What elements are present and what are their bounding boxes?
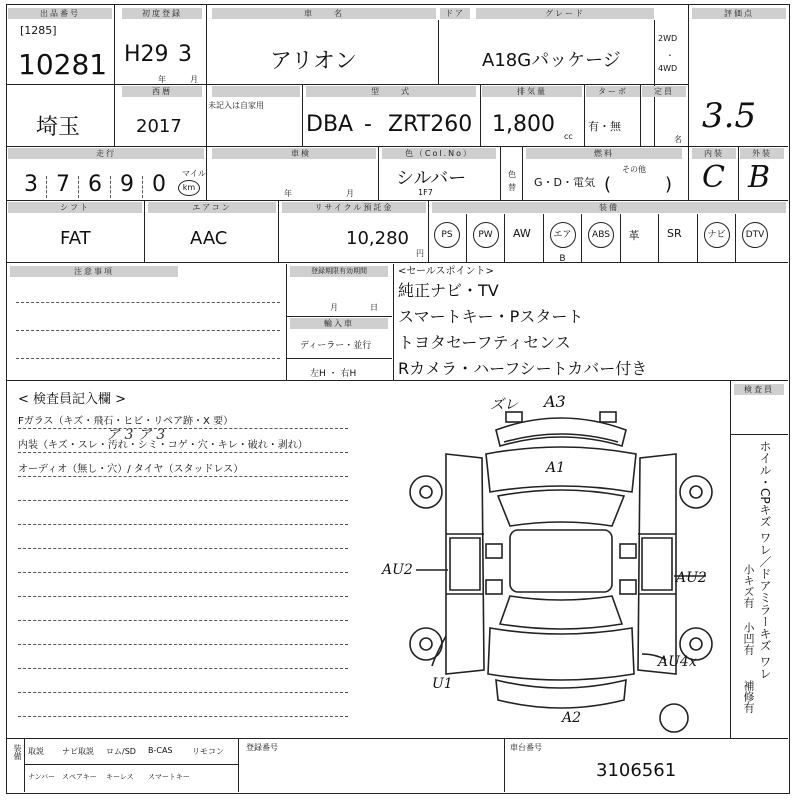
equipment-divider <box>543 214 544 262</box>
footer-item-top: B-CAS <box>148 746 173 755</box>
legend-sub1: 小キズ有 <box>742 564 755 608</box>
score-header: 評価点 <box>692 8 786 19</box>
chassis-label: 車台番号 <box>510 743 542 752</box>
mileage-mile-unit: マイル <box>182 169 206 178</box>
equipment-header: 装備 <box>432 202 786 213</box>
equipment-divider <box>658 214 659 262</box>
footer-item-top: ナビ取説 <box>62 747 94 756</box>
remarks-header: 注意事項 <box>10 266 178 277</box>
color-name: シルバー <box>396 168 467 189</box>
private-note: 未記入は自家用 <box>208 101 264 110</box>
selling-point-3: トヨタセーフティセンス <box>398 333 571 352</box>
equipment-item: AW <box>513 227 531 240</box>
mark-au2-right: AU2 <box>676 570 707 586</box>
lot-number: 10281 <box>18 48 108 81</box>
drive-separator: ・ <box>666 51 674 60</box>
recycle-header: リサイクル預託金 <box>282 202 426 213</box>
selling-point-2: スマートキー・Pスタート <box>398 307 584 326</box>
equipment-divider <box>697 214 698 262</box>
equipment-divider <box>466 214 467 262</box>
model-header: 型 式 <box>306 86 476 97</box>
venue-header: 出品番号 <box>8 8 112 19</box>
equipment-divider <box>620 214 621 262</box>
inspector-title: < 検査員記入欄 > <box>18 392 127 407</box>
deadline-month-unit: 月 <box>330 303 338 312</box>
footer-item-bottom: ナンバー <box>28 773 56 781</box>
mileage-km-unit: km <box>178 180 200 196</box>
fuel-bracket: ( ) <box>604 174 673 195</box>
capacity-header: 定員 <box>642 86 686 97</box>
chassis-number: 3106561 <box>596 760 677 781</box>
displacement: 1,800 <box>492 112 555 137</box>
displacement-header: 排気量 <box>482 86 582 97</box>
car-name: アリオン <box>270 49 357 74</box>
mileage-digit-1: 3 <box>24 172 38 197</box>
yen-unit: 円 <box>416 249 424 258</box>
model-separator: - <box>364 112 372 137</box>
footer-item-top: リモコン <box>192 747 224 756</box>
handle-option: 左H ・ 右H <box>310 369 357 379</box>
inspection-month-unit: 月 <box>346 189 354 198</box>
legend-sub3: 補修有 <box>742 680 755 713</box>
mark-au4x: AU4x <box>658 654 697 670</box>
reg-month: 3 <box>178 42 192 67</box>
deadline-header: 登録期限有効期間 <box>290 266 388 277</box>
shift: FAT <box>60 228 91 249</box>
model-prefix: DBA <box>306 112 354 137</box>
reg-era-year: H29 <box>124 42 169 67</box>
footer-item-top: 取説 <box>28 747 44 756</box>
fuel-options: G・D・電気 <box>534 176 595 189</box>
car-name-header: 車 名 <box>212 8 436 19</box>
first-reg-header: 初度登録 <box>122 8 202 19</box>
equipment-item: エアB <box>550 222 576 248</box>
mark-a1: A1 <box>546 460 566 476</box>
capacity-unit: 名 <box>674 135 682 144</box>
region: 埼玉 <box>36 115 81 140</box>
model-code: ZRT260 <box>388 112 473 137</box>
selling-point-1: 純正ナビ・TV <box>398 281 499 300</box>
selling-point-4: Rカメラ・ハーフシートカバー付き <box>398 359 648 378</box>
fuel-other: その他 <box>622 165 646 174</box>
interior-score: C <box>702 160 725 195</box>
legend-header: 検査員 <box>734 384 784 395</box>
inspector-audio-tire: オーディオ（無し・穴）/ タイヤ（スタッドレス） <box>18 464 244 475</box>
auction-sheet <box>6 4 792 796</box>
cc-unit: cc <box>564 132 573 141</box>
color-change-label: 色替 <box>508 170 516 192</box>
western-year: 2017 <box>136 116 182 137</box>
exterior-score-header: 外装 <box>740 148 784 159</box>
inspector-hand-marks: ア 3 ア 3 <box>106 427 166 443</box>
footer-item-bottom: スペアキー <box>62 773 97 781</box>
equipment-item: ナビ <box>704 222 730 248</box>
legend-sub2: 小凹有 <box>742 622 755 655</box>
mileage-digit-5: 0 <box>152 172 166 197</box>
legend-main: ホイル・CPキズ ワレ／ドアミラーキズ ワレ <box>758 440 772 680</box>
turbo-header: ターボ <box>586 86 640 97</box>
drive-2wd: 2WD <box>658 34 678 43</box>
footer-equipment-label: 装備 <box>13 744 22 760</box>
footer-item-bottom: スマートキー <box>148 773 190 781</box>
equipment-item: PW <box>473 222 499 248</box>
mark-au2-left: AU2 <box>382 562 413 578</box>
mileage-digit-4: 9 <box>120 172 134 197</box>
mileage-digit-2: 7 <box>56 172 70 197</box>
selling-points-label: <セールスポイント> <box>398 266 494 277</box>
inspector-interior: 内装（キズ・スレ・汚れ・シミ・コゲ・穴・キレ・破れ・剥れ） <box>18 440 308 451</box>
mileage-header: 走行 <box>8 148 204 159</box>
footer-item-top: ロム/SD <box>106 747 136 756</box>
car-grade: A18Gパッケージ <box>482 50 621 71</box>
equipment-item: SR <box>667 227 682 240</box>
exterior-score: B <box>748 160 771 195</box>
deadline-day-unit: 日 <box>370 303 378 312</box>
mileage-digit-3: 6 <box>88 172 102 197</box>
color-header: 色（Col.No） <box>382 148 496 159</box>
note-header <box>212 86 300 97</box>
reg-number-label: 登録番号 <box>246 743 278 752</box>
equipment-item: 革 <box>628 229 640 242</box>
interior-score-header: 内装 <box>692 148 736 159</box>
equipment-divider <box>735 214 736 262</box>
inspection-year-unit: 年 <box>284 189 292 198</box>
reg-month-unit: 月 <box>190 75 198 84</box>
shift-header: シフト <box>8 202 142 213</box>
mark-zure: ズレ <box>490 397 518 413</box>
equipment-item: ABS <box>588 222 614 248</box>
inspection-header: 車検 <box>226 148 376 159</box>
grade-header: グレード <box>476 8 654 19</box>
aircon-header: エアコン <box>148 202 276 213</box>
aircon: AAC <box>190 228 228 249</box>
lot-code: [1285] <box>20 24 57 37</box>
mark-u1: U1 <box>432 676 453 692</box>
western-year-header: 西暦 <box>122 86 202 97</box>
turbo: 有・無 <box>588 120 621 133</box>
equipment-item: DTV <box>742 222 768 248</box>
footer-item-bottom: キーレス <box>106 773 134 781</box>
drive-4wd: 4WD <box>658 64 678 73</box>
mark-a3: A3 <box>544 392 566 411</box>
reg-year-unit: 年 <box>158 75 166 84</box>
import-header: 輸入車 <box>290 318 388 329</box>
door-header: ドア <box>440 8 470 19</box>
recycle-fee: 10,280 <box>346 228 409 249</box>
inspector-glass: Fガラス（キズ・飛石・ヒビ・リペア跡・X 要） <box>18 416 234 427</box>
mark-a2: A2 <box>562 710 582 726</box>
fuel-header: 燃料 <box>526 148 682 159</box>
equipment-divider <box>581 214 582 262</box>
color-code: 1F7 <box>418 188 433 197</box>
equipment-divider <box>504 214 505 262</box>
overall-score: 3.5 <box>702 96 757 136</box>
equipment-item: PS <box>434 222 460 248</box>
dealer-option: ディーラー・並行 <box>300 341 372 351</box>
